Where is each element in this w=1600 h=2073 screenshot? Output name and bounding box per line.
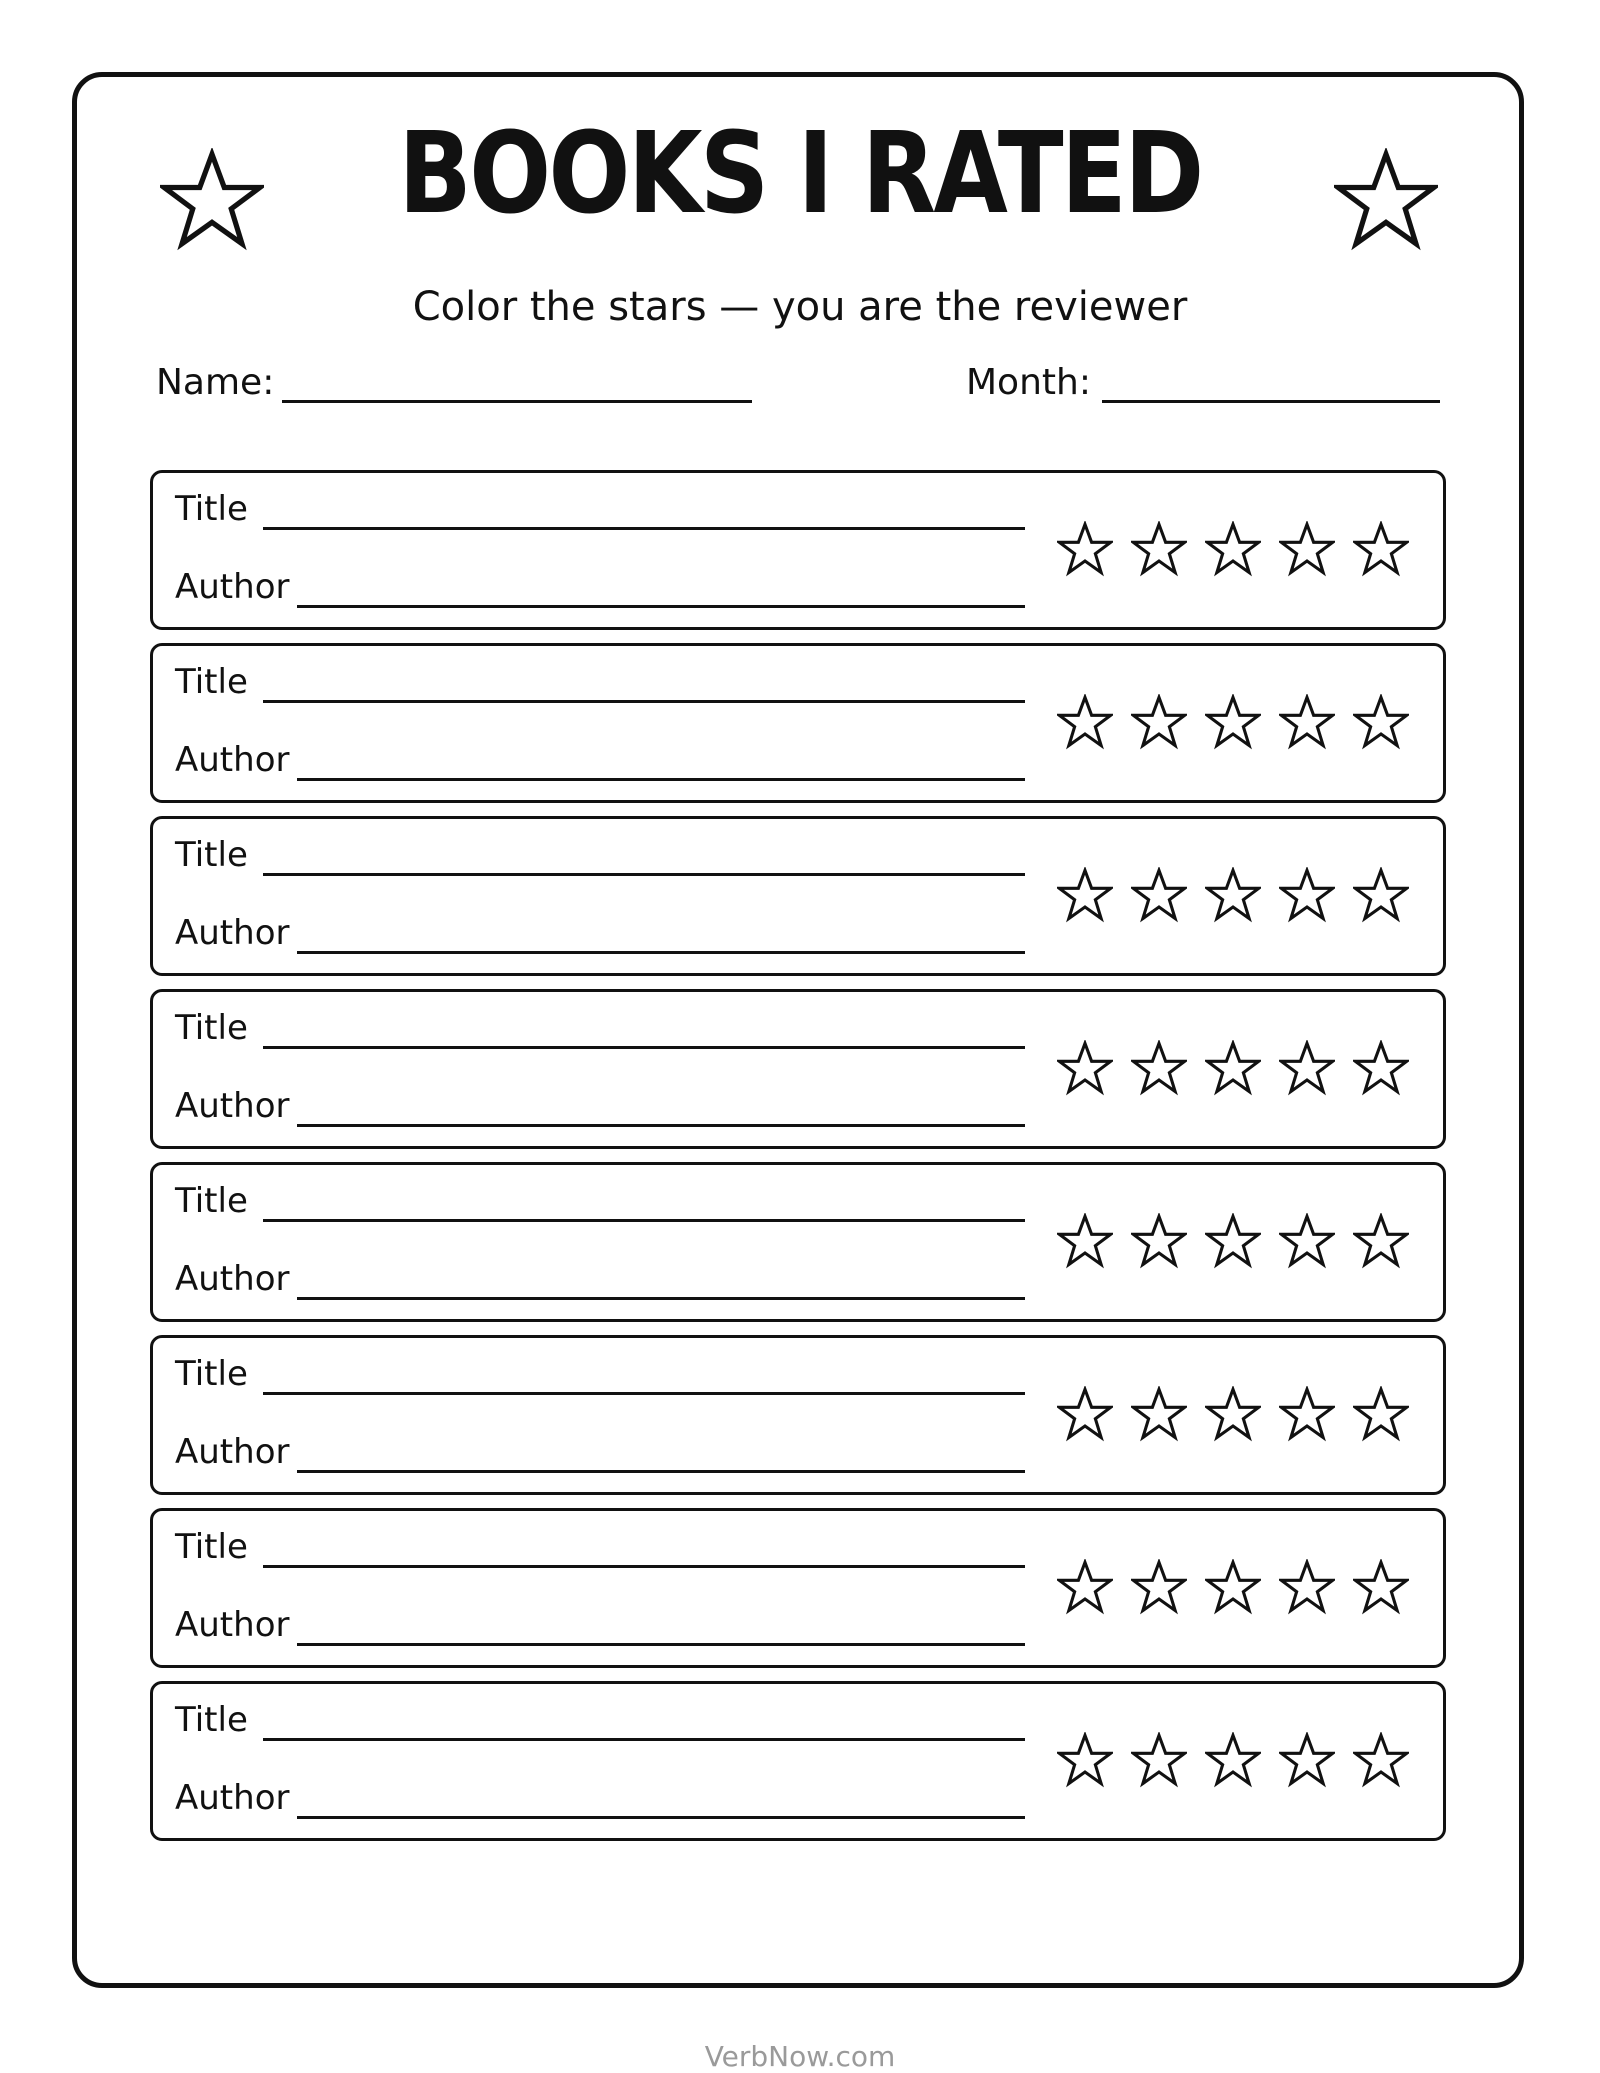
author-label: Author bbox=[175, 1432, 290, 1472]
rating-star-icon[interactable] bbox=[1353, 867, 1409, 927]
rating-star-icon[interactable] bbox=[1353, 1732, 1409, 1792]
name-label: Name: bbox=[156, 362, 275, 403]
rating-star-icon[interactable] bbox=[1205, 1386, 1261, 1446]
month-label: Month: bbox=[966, 362, 1091, 403]
rating-star-icon[interactable] bbox=[1131, 694, 1187, 754]
star-rating bbox=[1057, 694, 1409, 754]
rating-star-icon[interactable] bbox=[1353, 1040, 1409, 1100]
title-field[interactable] bbox=[263, 527, 1025, 530]
book-list bbox=[150, 470, 1446, 1854]
author-field[interactable] bbox=[297, 1470, 1025, 1473]
star-rating bbox=[1057, 521, 1409, 581]
book-row bbox=[150, 989, 1446, 1149]
title-field[interactable] bbox=[263, 1046, 1025, 1049]
book-row bbox=[150, 470, 1446, 630]
author-field[interactable] bbox=[297, 951, 1025, 954]
title-label: Title bbox=[175, 489, 248, 529]
author-label: Author bbox=[175, 1778, 290, 1818]
rating-star-icon[interactable] bbox=[1131, 1040, 1187, 1100]
rating-star-icon[interactable] bbox=[1057, 1213, 1113, 1273]
rating-star-icon[interactable] bbox=[1057, 1040, 1113, 1100]
month-field[interactable] bbox=[1102, 400, 1440, 403]
book-row bbox=[150, 1162, 1446, 1322]
rating-star-icon[interactable] bbox=[1205, 867, 1261, 927]
page-subtitle: Color the stars — you are the reviewer bbox=[412, 284, 1188, 330]
rating-star-icon[interactable] bbox=[1353, 1386, 1409, 1446]
book-row bbox=[150, 1508, 1446, 1668]
rating-star-icon[interactable] bbox=[1205, 1732, 1261, 1792]
rating-star-icon[interactable] bbox=[1131, 521, 1187, 581]
rating-star-icon[interactable] bbox=[1205, 1040, 1261, 1100]
title-label: Title bbox=[175, 835, 248, 875]
author-field[interactable] bbox=[297, 1816, 1025, 1819]
book-row bbox=[150, 643, 1446, 803]
title-field[interactable] bbox=[263, 1738, 1025, 1741]
rating-star-icon[interactable] bbox=[1131, 867, 1187, 927]
author-field[interactable] bbox=[297, 1124, 1025, 1127]
title-label: Title bbox=[175, 662, 248, 702]
star-rating bbox=[1057, 1386, 1409, 1446]
title-field[interactable] bbox=[263, 873, 1025, 876]
rating-star-icon[interactable] bbox=[1131, 1386, 1187, 1446]
footer-credit: VerbNow.com bbox=[704, 2040, 896, 2073]
rating-star-icon[interactable] bbox=[1057, 1559, 1113, 1619]
rating-star-icon[interactable] bbox=[1279, 521, 1335, 581]
rating-star-icon[interactable] bbox=[1205, 694, 1261, 754]
rating-star-icon[interactable] bbox=[1131, 1732, 1187, 1792]
rating-star-icon[interactable] bbox=[1057, 694, 1113, 754]
title-field[interactable] bbox=[263, 1565, 1025, 1568]
title-label: Title bbox=[175, 1700, 248, 1740]
rating-star-icon[interactable] bbox=[1353, 694, 1409, 754]
author-field[interactable] bbox=[297, 605, 1025, 608]
star-rating bbox=[1057, 1732, 1409, 1792]
rating-star-icon[interactable] bbox=[1205, 1213, 1261, 1273]
rating-star-icon[interactable] bbox=[1057, 521, 1113, 581]
star-rating bbox=[1057, 1040, 1409, 1100]
rating-star-icon[interactable] bbox=[1353, 1213, 1409, 1273]
rating-star-icon[interactable] bbox=[1279, 1040, 1335, 1100]
author-label: Author bbox=[175, 1259, 290, 1299]
rating-star-icon[interactable] bbox=[1057, 1386, 1113, 1446]
name-field[interactable] bbox=[282, 400, 752, 403]
title-field[interactable] bbox=[263, 1219, 1025, 1222]
title-label: Title bbox=[175, 1527, 248, 1567]
author-label: Author bbox=[175, 740, 290, 780]
author-field[interactable] bbox=[297, 1643, 1025, 1646]
rating-star-icon[interactable] bbox=[1279, 1386, 1335, 1446]
title-label: Title bbox=[175, 1354, 248, 1394]
rating-star-icon[interactable] bbox=[1279, 867, 1335, 927]
rating-star-icon[interactable] bbox=[1131, 1559, 1187, 1619]
star-rating bbox=[1057, 867, 1409, 927]
author-field[interactable] bbox=[297, 778, 1025, 781]
title-label: Title bbox=[175, 1181, 248, 1221]
book-row bbox=[150, 1335, 1446, 1495]
rating-star-icon[interactable] bbox=[1279, 1732, 1335, 1792]
rating-star-icon[interactable] bbox=[1353, 1559, 1409, 1619]
rating-star-icon[interactable] bbox=[1279, 1213, 1335, 1273]
title-field[interactable] bbox=[263, 1392, 1025, 1395]
rating-star-icon[interactable] bbox=[1279, 694, 1335, 754]
book-row bbox=[150, 816, 1446, 976]
rating-star-icon[interactable] bbox=[1279, 1559, 1335, 1619]
rating-star-icon[interactable] bbox=[1057, 867, 1113, 927]
book-row bbox=[150, 1681, 1446, 1841]
page-title: BOOKS I RATED bbox=[398, 109, 1202, 239]
author-label: Author bbox=[175, 567, 290, 607]
author-label: Author bbox=[175, 1605, 290, 1645]
title-field[interactable] bbox=[263, 700, 1025, 703]
rating-star-icon[interactable] bbox=[1131, 1213, 1187, 1273]
author-field[interactable] bbox=[297, 1297, 1025, 1300]
author-label: Author bbox=[175, 913, 290, 953]
star-rating bbox=[1057, 1559, 1409, 1619]
title-label: Title bbox=[175, 1008, 248, 1048]
rating-star-icon[interactable] bbox=[1205, 1559, 1261, 1619]
rating-star-icon[interactable] bbox=[1353, 521, 1409, 581]
rating-star-icon[interactable] bbox=[1057, 1732, 1113, 1792]
author-label: Author bbox=[175, 1086, 290, 1126]
star-rating bbox=[1057, 1213, 1409, 1273]
rating-star-icon[interactable] bbox=[1205, 521, 1261, 581]
